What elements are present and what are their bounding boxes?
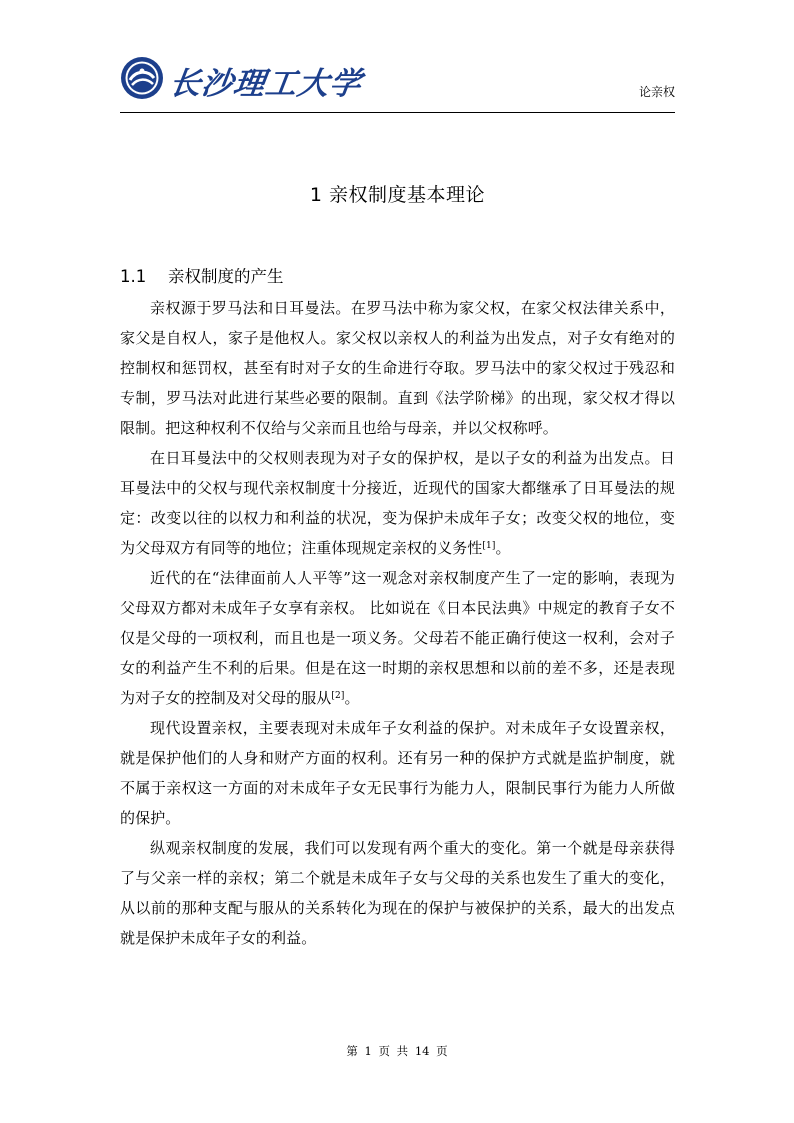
section-title-text: 亲权制度的产生 — [168, 267, 284, 286]
paragraph-text: 现代设置亲权，主要表现对未成年子女利益的保护。对未成年子女设置亲权，就是保护他们的人身和财产方面的权利。还有另一种的保护方式就是监护制度，就不属于亲权这一方面的对未成年子女无民事行为能力人，限制民事行为能力人所做的保护。 — [120, 719, 675, 827]
paragraph-end: 。 — [344, 689, 360, 707]
university-logo-icon — [120, 56, 164, 100]
section-title — [120, 263, 284, 287]
paragraph — [120, 833, 675, 953]
chapter-title: 1 亲权制度基本理论 — [309, 184, 486, 206]
citation-ref: [1] — [482, 541, 496, 551]
paragraph — [120, 713, 675, 833]
page-footer: 第 1 页 共 14 页 — [346, 1044, 448, 1058]
paragraph-end: 。 — [495, 539, 511, 557]
citation-ref: [2] — [331, 691, 345, 701]
running-title: 论亲权 — [638, 85, 675, 99]
paragraph — [120, 293, 675, 443]
page-header — [120, 50, 675, 112]
paragraph — [120, 563, 675, 713]
paragraph-text: 亲权源于罗马法和日耳曼法。在罗马法中称为家父权，在家父权法律关系中，家父是自权人，家子是他权人。家父权以亲权人的利益为出发点，对子女有绝对的控制权和惩罚权，甚至有时对子女的生命进行夺取。罗马法中的家父权过于残忍和专制，罗马法对此进行某些必要的限制。直到《法学阶梯》的出现，家父权才得以限制。把这种权利不仅给与父亲而且也给与母亲，并以父权称呼。 — [120, 299, 675, 437]
paragraph — [120, 443, 675, 563]
paragraph-text: 近代的在“法律面前人人平等”这一观念对亲权制度产生了一定的影响，表现为父母双方都对未成年子女享有亲权。 比如说在《日本民法典》中规定的教育子女不仅是父母的一项权利，而且也是一项义务。父母若不能正确行使这一权利，会对子女的利益产生不利的后果。但是在这一时期的亲权思想和以前的差不多，还是表现为对子女的控制及对父母的服从 — [120, 569, 675, 707]
body-text — [120, 293, 675, 953]
section-number: 1.1 — [120, 267, 147, 286]
paragraph-text: 纵观亲权制度的发展，我们可以发现有两个重大的变化。第一个就是母亲获得了与父亲一样的亲权；第二个就是未成年子女与父母的关系也发生了重大的变化，从以前的那种支配与服从的关系转化为现在的保护与被保护的关系，最大的出发点就是保护未成年子女的利益。 — [120, 839, 675, 947]
paragraph-text: 在日耳曼法中的父权则表现为对子女的保护权，是以子女的利益为出发点。日耳曼法中的父权与现代亲权制度十分接近，近现代的国家大都继承了日耳曼法的规定：改变以往的以权力和利益的状况，变为保护未成年子女；改变父权的地位，变为父母双方有同等的地位；注重体现规定亲权的义务性 — [120, 449, 675, 557]
university-name: 长沙理工大学 — [166, 66, 365, 102]
header-divider — [120, 112, 675, 113]
